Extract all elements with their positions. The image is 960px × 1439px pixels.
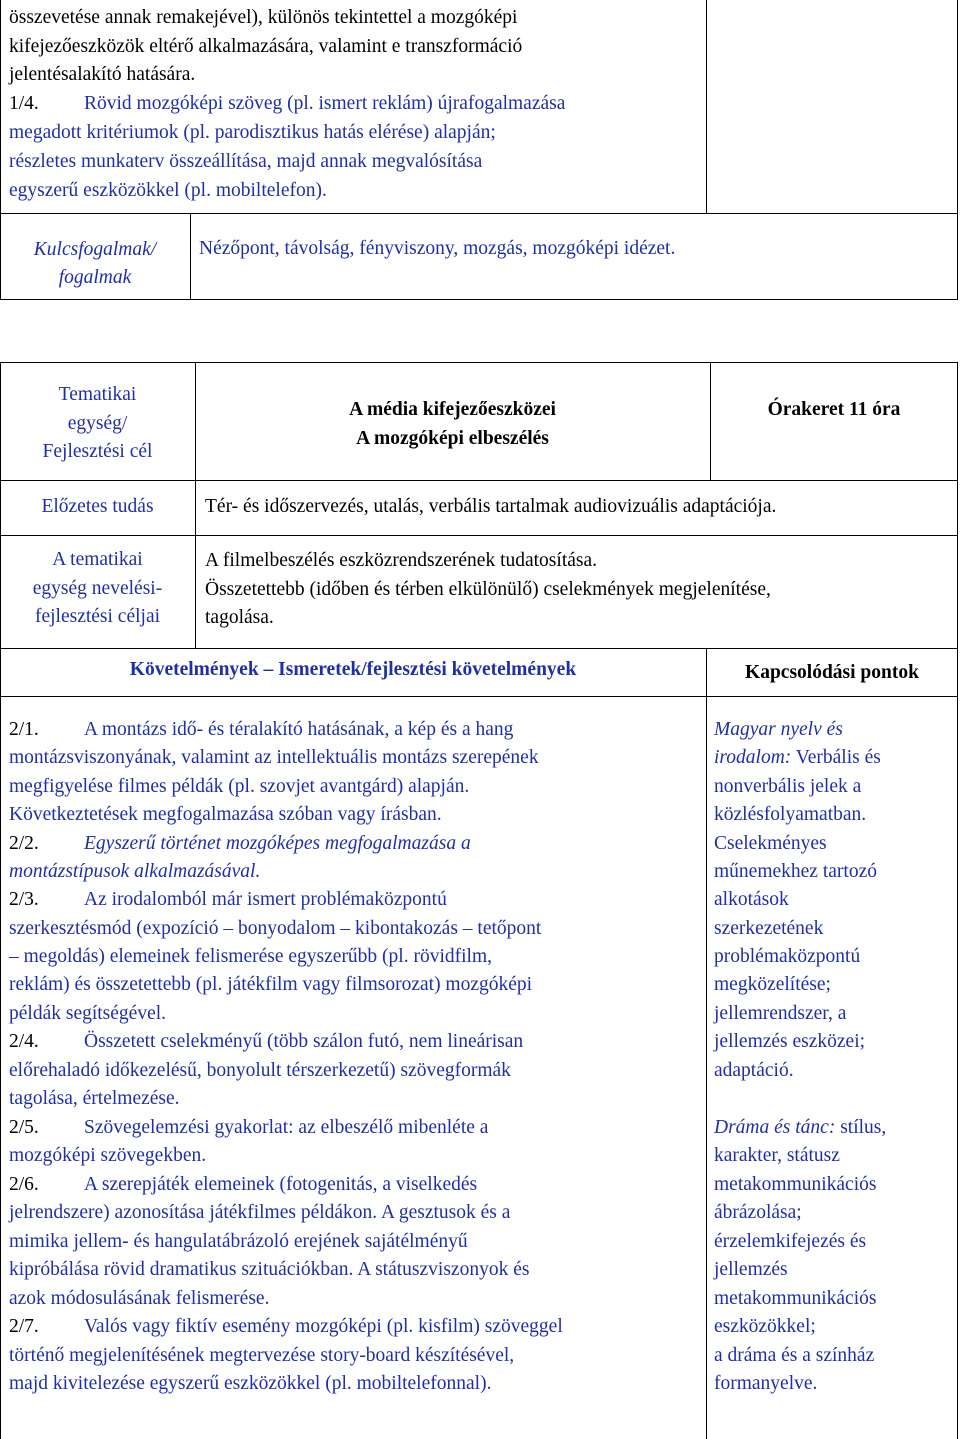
req-2-6-first: 2/6. A szerepjáték elemeinek (fotogenitás, a viselkedés (9, 1174, 478, 1195)
req-line: szerkesztésmód (expozíció – bonyodalom – kibontakozás – tetőpont (9, 918, 542, 939)
table2-row-divider (0, 480, 958, 481)
item-1-4-line: egyszerű eszközökkel (pl. mobiltelefon). (9, 180, 327, 201)
table2-right-border (957, 362, 958, 1439)
table1-bottom-border (0, 299, 958, 300)
item-1-4-line: részletes munkaterv összeállítása, majd annak megvalósítása (9, 151, 483, 172)
req-line: Következtetések megfogalmazása szóban vagy írásban. (9, 804, 442, 825)
connection-line: adaptáció. (714, 1060, 794, 1081)
connection-line: ábrázolása; (714, 1202, 802, 1223)
item-1-4-first-line (9, 90, 565, 119)
req-line: kipróbálása rövid dramatikus szituációkban. A státuszviszonyok és (9, 1259, 530, 1280)
req-line: előrehaladó időkezelésű, bonyolult térszerkezetű) szövegformák (9, 1060, 511, 1081)
table1-right-border (957, 0, 958, 300)
connection-line: Dráma és tánc: stílus, (714, 1117, 887, 1138)
connection-line: műnemekhez tartozó (714, 861, 877, 882)
connection-line: a dráma és a színház (714, 1345, 875, 1366)
connection-line: Cselekményes (714, 833, 827, 854)
req-2-5-first: 2/5. Szövegelemzési gyakorlat: az elbeszélő mibenléte a (9, 1117, 489, 1138)
req-2-4-first: 2/4. Összetett cselekményű (több szálon futó, nem lineárisan (9, 1031, 524, 1052)
top-text-line: kifejezőeszközök eltérő alkalmazására, valamint e transzformáció (9, 36, 523, 57)
prior-knowledge-label: Előzetes tudás (41, 496, 154, 517)
req-2-7-first: 2/7. Valós vagy fiktív esemény mozgóképi (pl. kisfilm) szöveggel (9, 1316, 563, 1337)
unit-title: A média kifejezőeszközei A mozgóképi elbeszélés (349, 399, 556, 449)
table1-row-divider (0, 213, 958, 214)
req-2-1-first: 2/1. A montázs idő- és téralakító hatásának, a kép és a hang (9, 719, 514, 740)
top-text-line: jelentésalakító hatására. (9, 64, 196, 85)
req-line: – megoldás) elemeinek felismerése egyszerűbb (pl. rövidfilm, (9, 946, 493, 967)
req-line: tagolása, értelmezése. (9, 1088, 180, 1109)
req-line: megfigyelése filmes példák (pl. szovjet avantgárd) alapján. (9, 776, 470, 797)
hours-frame: Órakeret 11 óra (767, 399, 901, 420)
req-line: majd kivitelezése egyszerű eszközökkel (pl. mobiltelefonnal). (9, 1373, 492, 1394)
connection-line: jellemrendszer, a (714, 1003, 847, 1024)
req-2-3-first: 2/3. Az irodalomból már ismert problémaközpontú (9, 889, 447, 910)
req-2-2-first: 2/2. Egyszerű történet mozgóképes megfogalmazása a (9, 833, 471, 854)
connection-line: megközelítése; (714, 974, 831, 995)
req-line: montázsviszonyának, valamint az intellektuális montázs szerepének (9, 747, 539, 768)
req-line: jelrendszere) azonosítása játékfilmes példákon. A gesztusok és a (9, 1202, 511, 1223)
connection-line: nonverbális jelek a (714, 776, 862, 797)
connection-line: érzelemkifejezés és (714, 1231, 867, 1252)
req-line: történő megjelenítésének megtervezése story-board készítésével, (9, 1345, 515, 1366)
connection-line: alkotások (714, 889, 789, 910)
req-line: montázstípusok alkalmazásával. (9, 861, 261, 882)
table1-inner-divider (706, 0, 707, 213)
table2-row-divider (0, 696, 958, 697)
key-concepts-text: Nézőpont, távolság, fényviszony, mozgás, mozgóképi idézet. (199, 238, 676, 259)
req-line: mimika jellem- és hangulatábrázoló erejének sajátélményű (9, 1231, 468, 1252)
connection-line: közlésfolyamatban. (714, 804, 867, 825)
connection-line: problémaközpontú (714, 946, 861, 967)
req-line: azok módosulásának felismerése. (9, 1288, 270, 1309)
goals-text: A filmelbeszélés eszközrendszerének tudatosítása. Összetettebb (időben és térben elkülönülő) cselekmények megjelenítése, tagolása. (205, 550, 771, 628)
top-text-line: összevetése annak remakejével), különös tekintettel a mozgóképi (9, 7, 518, 28)
connection-line: jellemzés (714, 1259, 788, 1280)
prior-knowledge-text: Tér- és időszervezés, utalás, verbális tartalmak audiovizuális adaptációja. (205, 496, 777, 517)
connection-line: jellemzés eszközei; (714, 1031, 866, 1052)
table2-row-divider (0, 535, 958, 536)
connection-line: eszközökkel; (714, 1316, 816, 1337)
connections-header: Kapcsolódási pontok (745, 662, 919, 683)
key-concepts-label: Kulcsfogalmak/ fogalmak (33, 239, 157, 288)
table1-label-divider (190, 213, 191, 300)
unit-label: Tematikai egység/ Fejlesztési cél (42, 384, 153, 462)
req-line: reklám) és összetettebb (pl. játékfilm vagy filmsorozat) mozgóképi (9, 974, 533, 995)
requirements-header: Követelmények – Ismeretek/fejlesztési követelmények (129, 659, 577, 680)
item-number: 1/4. (9, 93, 39, 114)
table2-row-divider (0, 648, 958, 649)
table2-top-border (0, 362, 958, 363)
req-line: példák segítségével. (9, 1003, 167, 1024)
table2-connections-divider (706, 648, 707, 1439)
connection-line: formanyelve. (714, 1373, 818, 1394)
connection-line: metakommunikációs (714, 1174, 877, 1195)
req-line: mozgóképi szövegekben. (9, 1145, 207, 1166)
table2-left-border (0, 362, 1, 1439)
item-1-4-line: megadott kritériumok (pl. parodisztikus hatás elérése) alapján; (9, 122, 496, 143)
connection-line: irodalom: Verbális és (714, 747, 881, 768)
goals-label: A tematikai egység nevelési- fejlesztési céljai (32, 549, 163, 627)
item-text: Rövid mozgóképi szöveg (pl. ismert reklám) újrafogalmazása (84, 93, 566, 114)
connection-line: szerkezetének (714, 918, 824, 939)
connection-line: karakter, státusz (714, 1145, 840, 1166)
connection-line: metakommunikációs (714, 1288, 877, 1309)
connection-subject: Magyar nyelv és (714, 719, 843, 740)
